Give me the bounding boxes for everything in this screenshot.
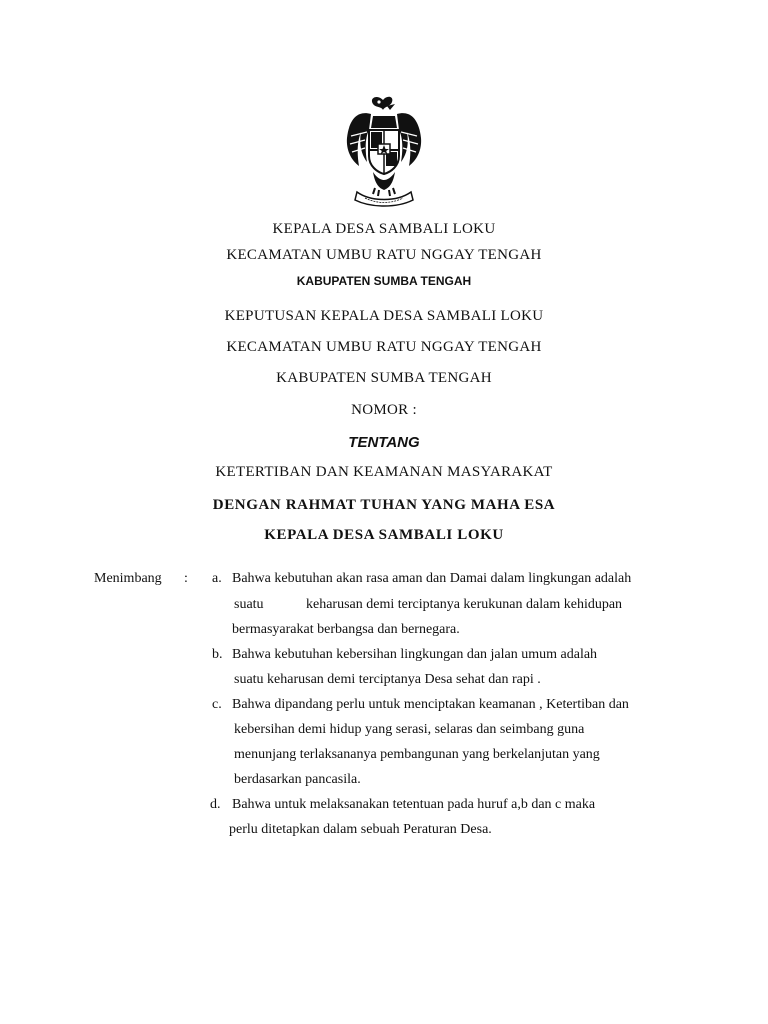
item-c-line1: Bahwa dipandang perlu untuk menciptakan keamanan , Ketertiban dan [232,697,629,712]
decree-title-line3: KABUPATEN SUMBA TENGAH [276,370,492,386]
item-c-line4: berdasarkan pancasila. [234,772,361,787]
item-b-line2: suatu keharusan demi terciptanya Desa sehat dan rapi . [234,672,541,687]
item-b-line1: Bahwa kebutuhan kebersihan lingkungan dan jalan umum adalah [232,647,598,662]
item-a-line2b: keharusan demi terciptanya kerukunan dalam kehidupan [306,597,623,612]
menimbang-label: Menimbang [94,571,162,586]
item-c-line2: kebersihan demi hidup yang serasi, selaras dan seimbang guna [234,722,585,737]
item-a-line2a: suatu [234,597,264,612]
item-a-line1: Bahwa kebutuhan akan rasa aman dan Damai dalam lingkungan adalah [232,571,632,586]
decree-title-line2: KECAMATAN UMBU RATU NGGAY TENGAH [226,339,542,355]
item-a-marker: a. [212,571,222,586]
decree-tentang: TENTANG [348,434,420,451]
header-village-title: KEPALA DESA SAMBALI LOKU [272,221,496,237]
item-d-line1: Bahwa untuk melaksanakan tetentuan pada huruf a,b dan c maka [232,797,596,812]
garuda-pancasila-emblem-icon [343,92,425,210]
decree-authority: KEPALA DESA SAMBALI LOKU [264,527,504,543]
header-district-title: KECAMATAN UMBU RATU NGGAY TENGAH [226,247,542,263]
item-b-marker: b. [212,647,223,662]
decree-subject: KETERTIBAN DAN KEAMANAN MASYARAKAT [215,464,553,480]
menimbang-colon: : [184,571,188,586]
decree-number: NOMOR : [351,402,417,418]
item-c-marker: c. [212,697,222,712]
item-d-line2: perlu ditetapkan dalam sebuah Peraturan Desa. [229,822,492,837]
decree-invocation: DENGAN RAHMAT TUHAN YANG MAHA ESA [212,497,556,513]
decree-title-line1: KEPUTUSAN KEPALA DESA SAMBALI LOKU [224,308,544,324]
header-regency-title: KABUPATEN SUMBA TENGAH [296,274,472,288]
item-d-marker: d. [210,797,221,812]
item-c-line3: menunjang terlaksananya pembangunan yang berkelanjutan yang [234,747,600,762]
item-a-line3: bermasyarakat berbangsa dan bernegara. [232,622,460,637]
